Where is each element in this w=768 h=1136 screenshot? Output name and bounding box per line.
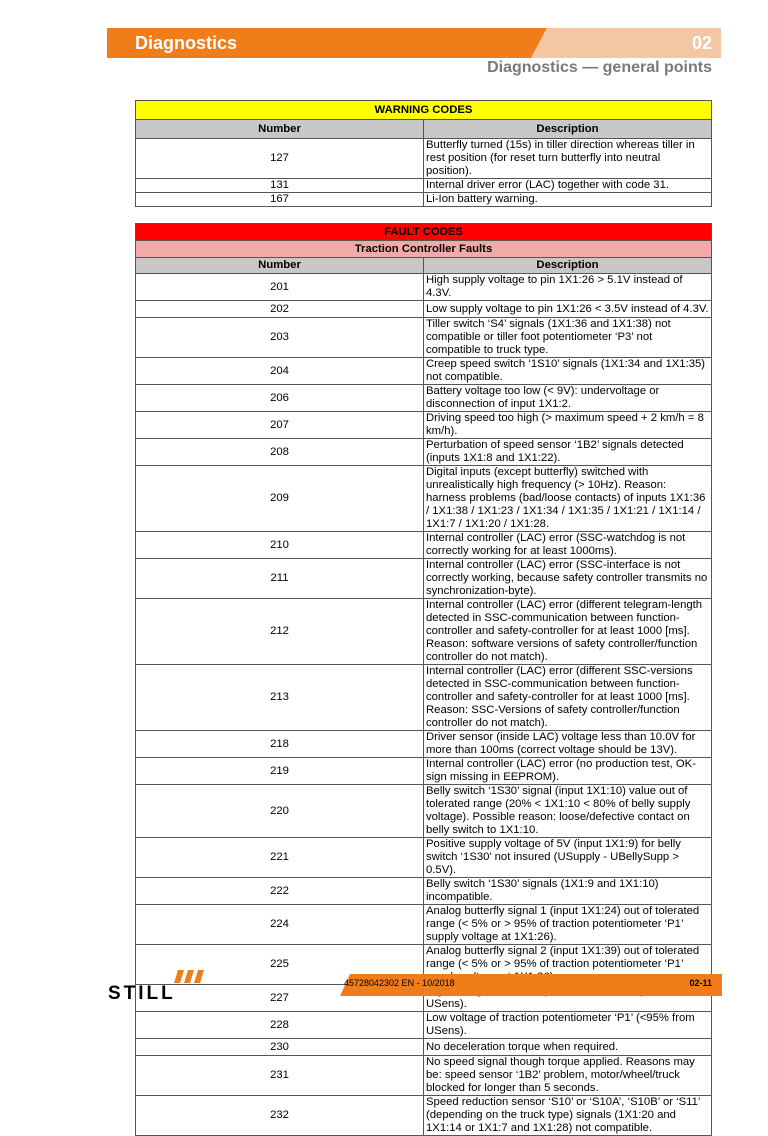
table-row bbox=[136, 301, 712, 318]
table-row bbox=[136, 139, 712, 179]
code-number: 225 bbox=[136, 945, 424, 985]
code-number: 202 bbox=[136, 301, 424, 318]
table-row bbox=[136, 318, 712, 358]
code-number: 230 bbox=[136, 1039, 424, 1056]
code-number: 167 bbox=[136, 193, 424, 207]
table-row bbox=[136, 731, 712, 758]
code-description: Internal controller (LAC) error (different telegram-length detected in SSC-communication between function-controller and safety-controller for at least 1000 [ms]. Reason: software versions of safety controller/function controller do not match). bbox=[424, 599, 712, 665]
table-row bbox=[136, 1039, 712, 1056]
code-number: 201 bbox=[136, 274, 424, 301]
code-description: No deceleration torque when required. bbox=[424, 1039, 712, 1056]
code-number: 206 bbox=[136, 385, 424, 412]
code-description: Internal controller (LAC) error (SSC-watchdog is not correctly working for at least 1000ms). bbox=[424, 532, 712, 559]
code-number: 220 bbox=[136, 785, 424, 838]
code-description: Belly switch ‘1S30’ signals (1X1:9 and 1X1:10) incompatible. bbox=[424, 878, 712, 905]
code-description: Internal controller (LAC) error (no production test, OK-sign missing in EEPROM). bbox=[424, 758, 712, 785]
code-number: 212 bbox=[136, 599, 424, 665]
section-subtitle: Diagnostics — general points bbox=[487, 59, 712, 76]
code-number: 231 bbox=[136, 1056, 424, 1096]
table-row bbox=[136, 412, 712, 439]
code-number: 207 bbox=[136, 412, 424, 439]
table-row bbox=[136, 1056, 712, 1096]
fault-codes-table bbox=[135, 223, 712, 1136]
table-row bbox=[136, 838, 712, 878]
code-number: 211 bbox=[136, 559, 424, 599]
code-description: Digital inputs (except butterfly) switched with unrealistically high frequency (> 10Hz). Reason: harness problems (bad/loose contacts) of inputs 1X1:36 / 1X1:38 / 1X1:23 / 1X1:34 / 1X1:35 / 1X1:21 / 1X1:14 / 1X1:7 / 1X1:20 / 1X1:28. bbox=[424, 466, 712, 532]
code-description: Low supply voltage to pin 1X1:26 < 3.5V instead of 4.3V. bbox=[424, 301, 712, 318]
code-description: Internal controller (LAC) error (different SSC-versions detected in SSC-communication between function-controller and safety-controller for at least 1000 [ms]. Reason: SSC-Versions of safety controller/function controller do not match). bbox=[424, 665, 712, 731]
footer-page-number: 02-11 bbox=[689, 978, 712, 988]
code-description: Low voltage of traction potentiometer ‘P1’ (<95% from USens). bbox=[424, 1012, 712, 1039]
fault-table-subtitle: Traction Controller Faults bbox=[136, 241, 712, 258]
footer-doc-ref: 45728042302 EN - 10/2018 bbox=[344, 978, 455, 988]
code-description: Butterfly turned (15s) in tiller direction whereas tiller in rest position (for reset turn butterfly into neutral position). bbox=[424, 139, 712, 179]
fault-col-number: Number bbox=[136, 258, 424, 274]
code-description: Tiller switch ‘S4’ signals (1X1:36 and 1X1:38) not compatible or tiller foot potentiometer ‘P3’ not compatible to truck type. bbox=[424, 318, 712, 358]
code-number: 131 bbox=[136, 179, 424, 193]
code-description: Internal driver error (LAC) together with code 31. bbox=[424, 179, 712, 193]
code-number: 203 bbox=[136, 318, 424, 358]
chapter-number: 02 bbox=[691, 33, 712, 53]
table-row bbox=[136, 878, 712, 905]
fault-table-title: FAULT CODES bbox=[136, 224, 712, 241]
code-description: Creep speed switch ‘1S10’ signals (1X1:34 and 1X1:35) not compatible. bbox=[424, 358, 712, 385]
warning-table-title: WARNING CODES bbox=[136, 101, 712, 120]
logo-text: STILL bbox=[108, 983, 176, 1000]
code-number: 210 bbox=[136, 532, 424, 559]
warning-col-number: Number bbox=[136, 120, 424, 139]
code-description: Driver sensor (inside LAC) voltage less than 10.0V for more than 100ms (correct voltage should be 13V). bbox=[424, 731, 712, 758]
code-description: USens). bbox=[424, 985, 712, 1012]
code-description: Belly switch ‘1S30’ signal (input 1X1:10) value out of tolerated range (20% < 1X1:10 < 80% of belly supply voltage). Possible reason: loose/defective contact on belly switch to 1X1:10. bbox=[424, 785, 712, 838]
table-row bbox=[136, 665, 712, 731]
code-number: 208 bbox=[136, 439, 424, 466]
table-row bbox=[136, 785, 712, 838]
table-row bbox=[136, 559, 712, 599]
header-gray-band bbox=[520, 28, 721, 58]
fault-table-body bbox=[136, 274, 712, 1136]
table-row bbox=[136, 905, 712, 945]
table-row bbox=[136, 758, 712, 785]
code-number: 204 bbox=[136, 358, 424, 385]
code-number: 224 bbox=[136, 905, 424, 945]
code-number: 232 bbox=[136, 1096, 424, 1136]
warning-table-body bbox=[136, 139, 712, 207]
fault-col-description: Description bbox=[424, 258, 712, 274]
code-number: 219 bbox=[136, 758, 424, 785]
still-logo bbox=[108, 970, 220, 1000]
table-row bbox=[136, 439, 712, 466]
code-description: Li-Ion battery warning. bbox=[424, 193, 712, 207]
code-number: 209 bbox=[136, 466, 424, 532]
code-number: 127 bbox=[136, 139, 424, 179]
code-number: 222 bbox=[136, 878, 424, 905]
code-number: 213 bbox=[136, 665, 424, 731]
code-description: Perturbation of speed sensor ‘1B2’ signals detected (inputs 1X1:8 and 1X1:22). bbox=[424, 439, 712, 466]
code-description: Driving speed too high (> maximum speed + 2 km/h = 8 km/h). bbox=[424, 412, 712, 439]
code-description: Analog butterfly signal 2 (input 1X1:39) out of tolerated range (< 5% or > 95% of traction potentiometer ‘P1’ bbox=[424, 945, 712, 985]
table-row bbox=[136, 1096, 712, 1136]
table-row bbox=[136, 385, 712, 412]
header-title: Diagnostics bbox=[135, 33, 238, 53]
code-description: High supply voltage to pin 1X1:26 > 5.1V instead of 4.3V. bbox=[424, 274, 712, 301]
table-row bbox=[136, 599, 712, 665]
table-row bbox=[136, 179, 712, 193]
code-number: 218 bbox=[136, 731, 424, 758]
table-row bbox=[136, 193, 712, 207]
table-row bbox=[136, 274, 712, 301]
code-description: Speed reduction sensor ‘S10’ or ‘S10A’, ‘S10B’ or ‘S11’ (depending on the truck type) signals (1X1:20 and 1X1:14 or 1X1:7 and 1X1:28) not compatible. bbox=[424, 1096, 712, 1136]
code-number: 221 bbox=[136, 838, 424, 878]
table-row bbox=[136, 466, 712, 532]
table-row bbox=[136, 358, 712, 385]
code-description: Positive supply voltage of 5V (input 1X1:9) for belly switch ‘1S30’ not insured (USupply - UBellySupp > 0.5V). bbox=[424, 838, 712, 878]
code-description: Internal controller (LAC) error (SSC-interface is not correctly working, because safety controller transmits no synchronization-byte). bbox=[424, 559, 712, 599]
table-row bbox=[136, 1012, 712, 1039]
code-description: Battery voltage too low (< 9V): undervoltage or disconnection of input 1X1:2. bbox=[424, 385, 712, 412]
code-number: 227 bbox=[136, 985, 424, 1012]
table-row bbox=[136, 532, 712, 559]
code-description: Analog butterfly signal 1 (input 1X1:24) out of tolerated range (< 5% or > 95% of traction potentiometer ‘P1’ supply voltage at 1X1:26). bbox=[424, 905, 712, 945]
warning-codes-table bbox=[135, 100, 712, 207]
warning-col-description: Description bbox=[424, 120, 712, 139]
code-number: 228 bbox=[136, 1012, 424, 1039]
code-description: No speed signal though torque applied. Reasons may be: speed sensor ‘1B2’ problem, motor/wheel/truck blocked for longer than 5 seconds. bbox=[424, 1056, 712, 1096]
